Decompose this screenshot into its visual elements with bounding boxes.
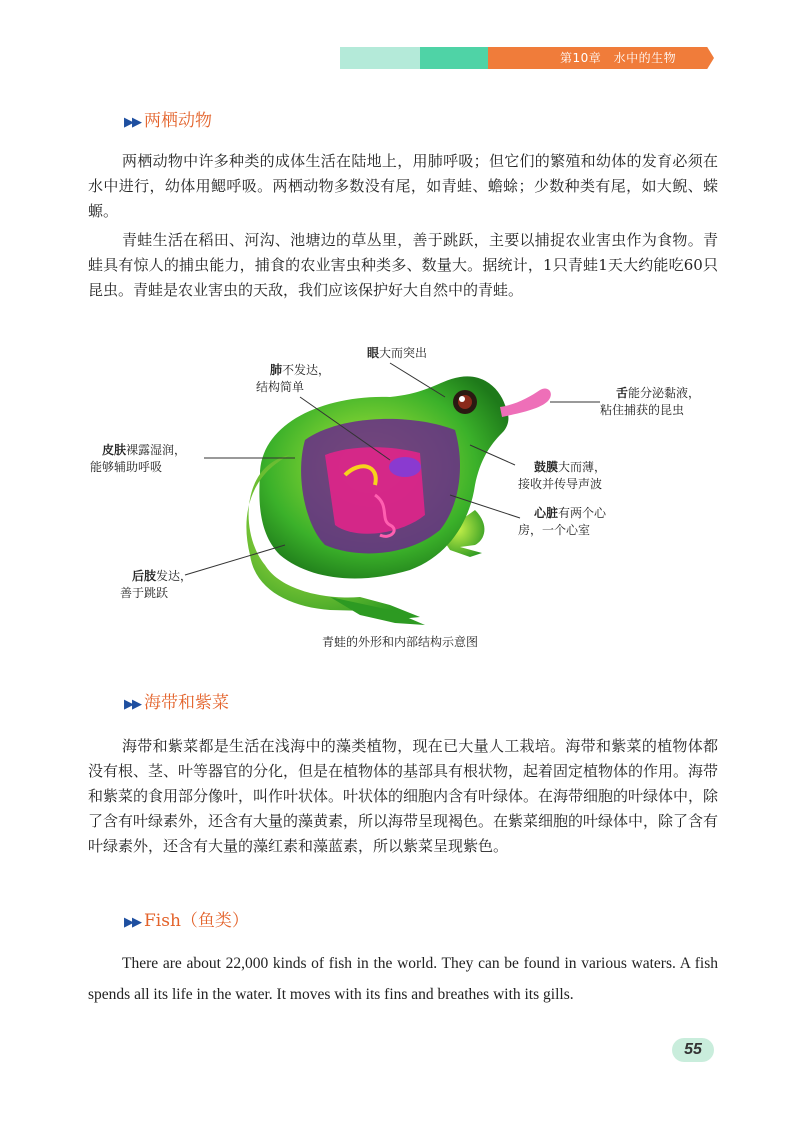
section-heading-amphibians: ▶▶ 两栖动物: [124, 111, 212, 131]
label-eye: 眼大而突出: [367, 346, 428, 360]
header-band-green: [420, 47, 488, 69]
chapter-title: 水中的生物: [613, 51, 677, 65]
figure-caption: 青蛙的外形和内部结构示意图: [321, 635, 478, 649]
label-heart: 心脏有两个心 房，一个心室: [518, 506, 607, 537]
label-skin: 皮肤裸露湿润， 能够辅助呼吸: [90, 443, 187, 474]
double-arrow-icon: ▶▶: [124, 697, 140, 712]
section-heading-kelp-laver: ▶▶ 海带和紫菜: [124, 693, 229, 713]
page-number: 55: [672, 1038, 714, 1062]
label-tongue: 舌能分泌黏液， 粘住捕获的昆虫: [600, 386, 701, 417]
chapter-number: 第10章: [560, 51, 602, 65]
section-heading-fish: ▶▶ Fish（鱼类）: [124, 911, 249, 931]
double-arrow-icon: ▶▶: [124, 915, 140, 930]
heart-organ: [389, 457, 421, 477]
paragraph: 海带和紫菜都是生活在浅海中的藻类植物，现在已大量人工栽培。海带和紫菜的植物体都没有根、茎、叶等器官的分化，但是在植物体的基部具有根状物，起着固定植物体的作用。海带和紫菜的食用部分像叶，叫作叶状体。叶状体的细胞内含有叶绿体。在海带细胞的叶绿体中，除了含有叶绿素外，还含有大量的藻黄素，所以海带呈现褐色。在紫菜细胞的叶绿体中，除了含有叶绿素外，还含有大量的藻红素和藻蓝素，所以紫菜呈现紫色。: [88, 737, 719, 855]
chapter-header: [560, 49, 676, 66]
label-lung: 肺不发达， 结构简单: [256, 363, 331, 394]
label-eardrum: 鼓膜大而薄， 接收并传导声波: [518, 460, 607, 491]
header-band-light: [340, 47, 420, 69]
paragraph: There are about 22,000 kinds of fish in the world. They can be found in various waters. A fish spends all its life in the water. It moves with its fins and breathes with its gills.: [88, 955, 718, 1003]
frog-tongue: [500, 388, 551, 417]
paragraph: 两栖动物中许多种类的成体生活在陆地上，用肺呼吸；但它们的繁殖和幼体的发育必须在水中进行，幼体用鳃呼吸。两栖动物多数没有尾，如青蛙、蟾蜍；少数种类有尾，如大鲵、蝾螈。: [88, 152, 718, 220]
paragraph: 青蛙生活在稻田、河沟、池塘边的草丛里，善于跳跃，主要以捕捉农业害虫作为食物。青蛙具有惊人的捕虫能力，捕食的农业害虫种类多、数量大。据统计，1只青蛙1天大约能吃60只昆虫。青蛙是农业害虫的天敌，我们应该保护好大自然中的青蛙。: [88, 231, 718, 299]
double-arrow-icon: ▶▶: [124, 115, 140, 130]
label-hindlimb: 后肢发达， 善于跳跃: [120, 569, 193, 600]
